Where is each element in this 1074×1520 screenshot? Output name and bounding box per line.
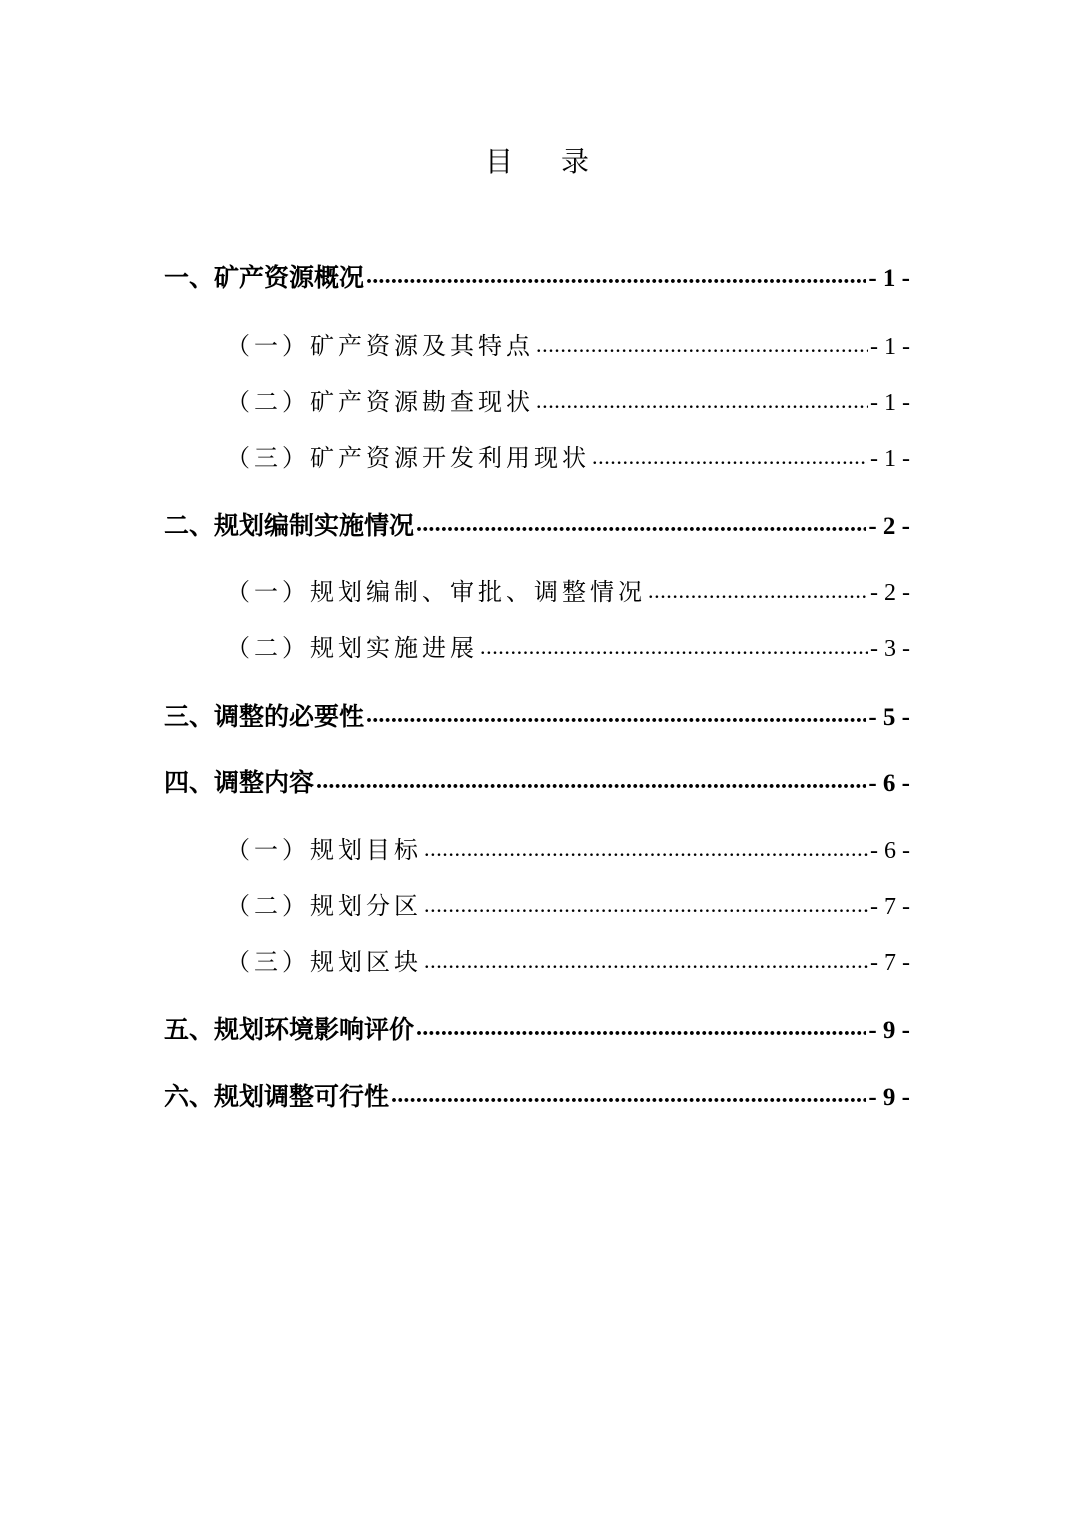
toc-entry-1-1[interactable] [226,326,910,361]
toc-entry-4-1[interactable] [226,830,910,865]
toc-entry-label: 二、规划编制实施情况 [164,511,415,540]
toc-entry-6[interactable] [164,1077,910,1113]
toc-entry-label: 四、调整内容 [164,768,315,797]
toc-dot-leader [316,766,866,791]
toc-entry-page: - 6 - [870,838,910,864]
toc-entry-page: - 1 - [870,390,910,416]
toc-dot-leader [391,1080,866,1105]
toc-entry-page: - 7 - [870,894,910,920]
toc-dot-leader [536,386,868,410]
toc-entry-page: - 2 - [870,580,910,606]
page-title: 目录 [484,145,637,178]
toc-entry-label: 一、矿产资源概况 [164,263,365,292]
toc-entry-page: - 6 - [868,770,910,797]
toc-dot-leader [424,834,868,858]
toc-entry-page: - 7 - [870,950,910,976]
toc-entry-label: 三、调整的必要性 [164,702,365,731]
toc-entry-label: （三）矿产资源开发利用现状 [226,444,590,472]
toc-entry-label: （一）规划编制、审批、调整情况 [226,578,646,606]
toc-entry-3[interactable] [164,697,910,733]
toc-entry-page: - 5 - [868,704,910,731]
toc-entry-4[interactable] [164,763,910,799]
toc-entry-page: - 9 - [868,1084,910,1111]
toc-entry-4-2[interactable] [226,886,910,921]
toc-entry-label: 五、规划环境影响评价 [164,1015,415,1044]
toc-dot-leader [416,1013,866,1038]
toc-entry-label: （三）规划区块 [226,948,422,976]
toc-dot-leader [366,261,866,286]
toc-entry-label: （二）规划分区 [226,892,422,920]
toc-dot-leader [366,700,866,725]
toc-entry-label: （一）矿产资源及其特点 [226,332,534,360]
toc-entry-label: （二）规划实施进展 [226,634,478,662]
toc-entry-4-3[interactable] [226,942,910,977]
toc-entry-1[interactable] [164,258,910,294]
toc-dot-leader [424,890,868,914]
toc-entry-1-2[interactable] [226,382,910,417]
toc-dot-leader [480,632,868,656]
toc-dot-leader [536,330,868,354]
toc-dot-leader [424,946,868,970]
toc-entry-label: （二）矿产资源勘查现状 [226,388,534,416]
toc-entry-2-2[interactable] [226,628,910,663]
toc-entry-page: - 1 - [870,446,910,472]
toc-dot-leader [648,576,868,600]
toc-entry-2[interactable] [164,506,910,542]
toc-entry-page: - 1 - [868,265,910,292]
toc-entry-label: 六、规划调整可行性 [164,1082,390,1111]
toc-entry-page: - 3 - [870,636,910,662]
toc-entry-page: - 2 - [868,513,910,540]
toc-dot-leader [592,442,868,466]
toc-entry-label: （一）规划目标 [226,836,422,864]
toc-entry-2-1[interactable] [226,572,910,607]
toc-entry-page: - 1 - [870,334,910,360]
toc-entry-page: - 9 - [868,1017,910,1044]
toc-entry-5[interactable] [164,1010,910,1046]
toc-dot-leader [416,509,866,534]
toc-entry-1-3[interactable] [226,438,910,473]
